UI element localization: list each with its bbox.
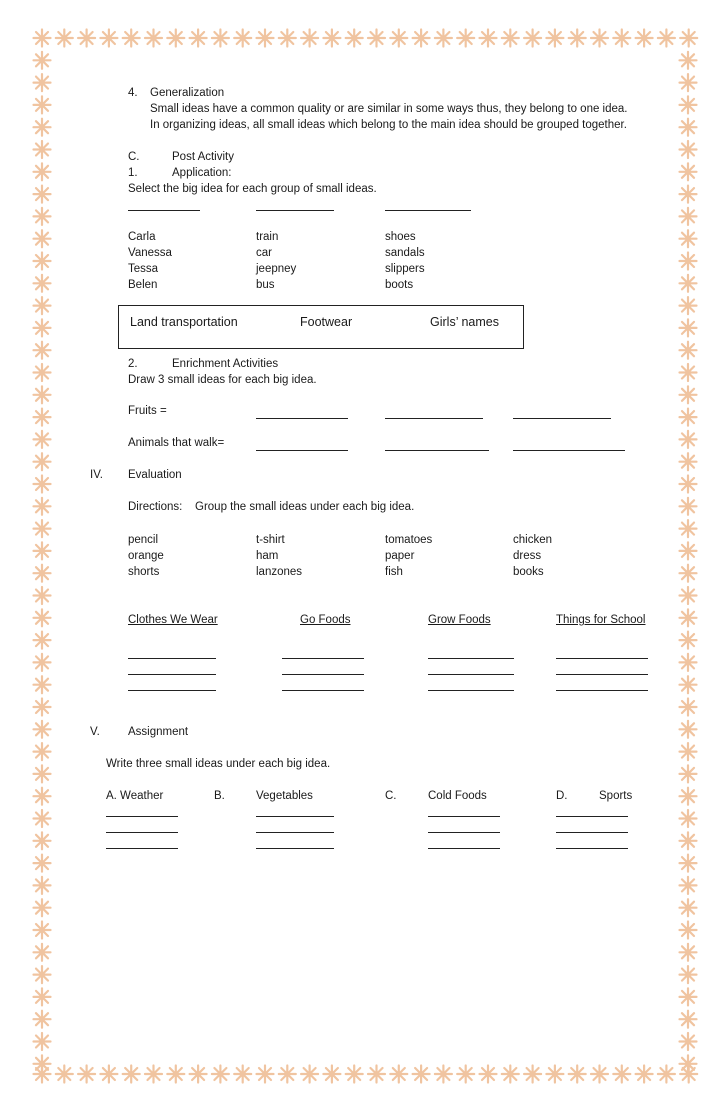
evaluation-item: paper — [385, 550, 415, 562]
transport-item: train — [256, 231, 279, 243]
border-flower — [34, 609, 51, 626]
assignment-cold-foods: Cold Foods — [428, 790, 487, 802]
border-flower — [34, 431, 51, 448]
answer-line — [556, 848, 628, 849]
girls-name-item: Tessa — [128, 263, 159, 275]
category-things-for-school: Things for School — [556, 614, 646, 626]
girls-name-item: Vanessa — [128, 247, 172, 259]
border-flower — [34, 141, 51, 158]
application-number: 1. — [128, 167, 138, 179]
border-flower — [524, 1066, 541, 1083]
border-flower — [502, 1066, 519, 1083]
border-flower — [390, 30, 407, 47]
enrichment-number: 2. — [128, 358, 138, 370]
border-flower — [167, 30, 184, 47]
border-flower — [658, 1066, 675, 1083]
border-flower — [56, 30, 73, 47]
border-flower — [680, 699, 697, 716]
footwear-item: slippers — [385, 263, 425, 275]
answer-line — [556, 816, 628, 817]
border-flower — [680, 899, 697, 916]
border-flower — [680, 877, 697, 894]
evaluation-item: lanzones — [256, 566, 303, 578]
footwear-item: boots — [385, 279, 414, 291]
border-flower — [34, 409, 51, 426]
choice-footwear: Footwear — [300, 315, 353, 329]
transport-item: bus — [256, 279, 275, 291]
border-flower — [34, 364, 51, 381]
border-flower — [680, 342, 697, 359]
answer-line — [256, 210, 334, 211]
answer-line — [513, 450, 625, 451]
answer-line — [428, 816, 500, 817]
border-flower — [34, 988, 51, 1005]
border-flower — [413, 1066, 430, 1083]
border-flower — [34, 52, 51, 69]
girls-name-item: Carla — [128, 231, 156, 243]
generalization-title: Generalization — [150, 87, 225, 99]
border-flower — [34, 30, 51, 47]
border-flower — [34, 721, 51, 738]
evaluation-item: chicken — [513, 534, 552, 546]
border-flower — [34, 342, 51, 359]
border-flower — [680, 743, 697, 760]
border-flower — [680, 163, 697, 180]
evaluation-item: orange — [128, 550, 164, 562]
border-flower — [34, 632, 51, 649]
border-flower — [569, 30, 586, 47]
border-flower — [680, 275, 697, 292]
border-flower — [613, 30, 630, 47]
border-flower — [680, 476, 697, 493]
border-flower — [680, 721, 697, 738]
border-flower — [680, 654, 697, 671]
border-flower — [680, 855, 697, 872]
answer-line — [385, 210, 471, 211]
border-flower — [34, 253, 51, 270]
border-flower — [680, 520, 697, 537]
border-flower — [480, 30, 497, 47]
evaluation-item: pencil — [128, 534, 159, 546]
border-flower — [34, 297, 51, 314]
border-flower — [680, 319, 697, 336]
border-flower — [34, 1033, 51, 1050]
category-clothes-we-wear: Clothes We Wear — [128, 614, 218, 626]
answer-line — [256, 848, 334, 849]
post-activity-title: Post Activity — [172, 151, 234, 163]
answer-line — [128, 674, 216, 675]
border-flower — [34, 699, 51, 716]
transport-item: car — [256, 247, 272, 259]
animals-label: Animals that walk= — [128, 437, 225, 449]
border-flower — [279, 30, 296, 47]
border-flower — [636, 1066, 653, 1083]
answer-line — [385, 418, 483, 419]
evaluation-numeral: IV. — [90, 469, 104, 481]
generalization-number: 4. — [128, 87, 138, 99]
answer-line — [556, 674, 648, 675]
answer-line — [256, 816, 334, 817]
enrichment-title: Enrichment Activities — [172, 358, 279, 370]
border-flower — [34, 832, 51, 849]
border-flower — [167, 1066, 184, 1083]
border-flower — [680, 208, 697, 225]
border-flower — [34, 587, 51, 604]
border-flower — [546, 30, 563, 47]
border-flower — [190, 1066, 207, 1083]
answer-line — [428, 690, 514, 691]
assignment-numeral: V. — [90, 726, 100, 738]
border-flower — [368, 1066, 385, 1083]
answer-line — [256, 450, 348, 451]
assignment-d-letter: D. — [556, 790, 568, 802]
border-flower — [100, 1066, 117, 1083]
border-flower — [524, 30, 541, 47]
answer-line — [428, 658, 514, 659]
border-flower — [680, 587, 697, 604]
directions-text: Group the small ideas under each big idea. — [195, 501, 415, 513]
answer-line — [385, 450, 489, 451]
border-flower — [301, 1066, 318, 1083]
border-flower — [212, 1066, 229, 1083]
border-flower — [680, 297, 697, 314]
border-flower — [78, 30, 95, 47]
assignment-b-letter: B. — [214, 790, 225, 802]
application-instruction: Select the big idea for each group of small ideas. — [128, 183, 377, 195]
border-flower — [34, 275, 51, 292]
generalization-line1: Small ideas have a common quality or are similar in some ways thus, they belong to one idea. — [150, 103, 628, 115]
border-flower — [145, 30, 162, 47]
border-flower — [257, 30, 274, 47]
border-flower — [591, 30, 608, 47]
assignment-weather: A. Weather — [106, 790, 164, 802]
border-flower — [34, 163, 51, 180]
border-flower — [368, 30, 385, 47]
answer-line — [128, 658, 216, 659]
border-flower — [301, 30, 318, 47]
border-flower — [680, 230, 697, 247]
border-flower — [100, 30, 117, 47]
assignment-title: Assignment — [128, 726, 189, 738]
border-flower — [34, 520, 51, 537]
border-flower — [680, 386, 697, 403]
border-flower — [34, 476, 51, 493]
border-flower — [212, 30, 229, 47]
answer-line — [128, 210, 200, 211]
border-flower — [34, 1055, 51, 1072]
border-flower — [680, 542, 697, 559]
evaluation-item: dress — [513, 550, 542, 562]
border-flower — [680, 431, 697, 448]
border-flower — [34, 96, 51, 113]
border-flower — [680, 30, 697, 47]
border-flower — [435, 30, 452, 47]
generalization-line2: In organizing ideas, all small ideas which belong to the main idea should be grouped together. — [150, 119, 627, 131]
border-flower — [680, 565, 697, 582]
border-flower — [680, 944, 697, 961]
evaluation-item: books — [513, 566, 544, 578]
border-flower — [56, 1066, 73, 1083]
answer-line — [256, 832, 334, 833]
border-flower — [34, 386, 51, 403]
border-flower — [34, 855, 51, 872]
border-flower — [34, 230, 51, 247]
border-flower — [346, 1066, 363, 1083]
border-flower — [34, 743, 51, 760]
border-flower — [680, 364, 697, 381]
application-title: Application: — [172, 167, 232, 179]
answer-line — [106, 848, 178, 849]
border-flower — [457, 30, 474, 47]
border-flower — [34, 788, 51, 805]
answer-line — [106, 816, 178, 817]
border-flower — [636, 30, 653, 47]
border-flower — [190, 30, 207, 47]
answer-line — [513, 418, 611, 419]
border-flower — [680, 765, 697, 782]
border-flower — [680, 810, 697, 827]
answer-line — [556, 690, 648, 691]
answer-line — [428, 848, 500, 849]
border-flower — [680, 676, 697, 693]
border-flower — [680, 52, 697, 69]
border-flower — [34, 542, 51, 559]
border-flower — [680, 141, 697, 158]
answer-line — [428, 832, 500, 833]
footwear-item: sandals — [385, 247, 425, 259]
border-flower — [279, 1066, 296, 1083]
border-flower — [680, 788, 697, 805]
border-flower — [34, 319, 51, 336]
border-flower — [680, 609, 697, 626]
border-flower — [390, 1066, 407, 1083]
border-flower — [680, 632, 697, 649]
answer-line — [282, 674, 364, 675]
assignment-sports: Sports — [599, 790, 633, 802]
border-flower — [435, 1066, 452, 1083]
answer-line — [428, 674, 514, 675]
border-flower — [613, 1066, 630, 1083]
border-flower — [680, 498, 697, 515]
assignment-instruction: Write three small ideas under each big idea. — [106, 758, 331, 770]
border-flower — [123, 30, 140, 47]
border-flower — [680, 74, 697, 91]
border-flower — [145, 1066, 162, 1083]
border-flower — [680, 453, 697, 470]
border-flower — [34, 119, 51, 136]
answer-line — [282, 690, 364, 691]
evaluation-item: ham — [256, 550, 279, 562]
border-flower — [502, 30, 519, 47]
border-flower — [34, 877, 51, 894]
assignment-vegetables: Vegetables — [256, 790, 313, 802]
evaluation-item: t-shirt — [256, 534, 285, 546]
border-flower — [680, 1011, 697, 1028]
border-flower — [546, 1066, 563, 1083]
border-flower — [680, 253, 697, 270]
answer-line — [128, 690, 216, 691]
border-flower — [34, 498, 51, 515]
border-flower — [413, 30, 430, 47]
border-flower — [34, 765, 51, 782]
border-flower — [34, 565, 51, 582]
evaluation-item: shorts — [128, 566, 160, 578]
border-flower — [78, 1066, 95, 1083]
border-flower — [680, 988, 697, 1005]
border-flower — [34, 944, 51, 961]
border-flower — [234, 1066, 251, 1083]
border-flower — [34, 899, 51, 916]
border-flower — [680, 1033, 697, 1050]
category-go-foods: Go Foods — [300, 614, 351, 626]
fruits-label: Fruits = — [128, 405, 167, 417]
choice-girls-names: Girls’ names — [430, 315, 499, 329]
border-flower — [680, 409, 697, 426]
border-flower — [34, 654, 51, 671]
girls-name-item: Belen — [128, 279, 158, 291]
transport-item: jeepney — [256, 263, 297, 275]
category-grow-foods: Grow Foods — [428, 614, 491, 626]
border-flower — [34, 676, 51, 693]
answer-line — [282, 658, 364, 659]
border-flower — [34, 74, 51, 91]
border-flower — [34, 186, 51, 203]
enrichment-instruction: Draw 3 small ideas for each big idea. — [128, 374, 317, 386]
border-flower — [34, 810, 51, 827]
border-flower — [658, 30, 675, 47]
border-flower — [569, 1066, 586, 1083]
border-flower — [680, 966, 697, 983]
answer-line — [256, 418, 348, 419]
assignment-c-letter: C. — [385, 790, 397, 802]
border-flower — [34, 1011, 51, 1028]
post-activity-letter: C. — [128, 151, 140, 163]
border-flower — [323, 1066, 340, 1083]
border-flower — [480, 1066, 497, 1083]
border-flower — [346, 30, 363, 47]
border-flower — [34, 966, 51, 983]
border-flower — [680, 186, 697, 203]
border-flower — [680, 119, 697, 136]
evaluation-item: fish — [385, 566, 403, 578]
choice-land-transportation: Land transportation — [130, 315, 238, 329]
border-flower — [323, 30, 340, 47]
border-flower — [457, 1066, 474, 1083]
border-flower — [34, 922, 51, 939]
border-flower — [680, 96, 697, 113]
border-flower — [680, 832, 697, 849]
border-flower — [257, 1066, 274, 1083]
answer-line — [556, 832, 628, 833]
border-flower — [234, 30, 251, 47]
border-flower — [123, 1066, 140, 1083]
evaluation-title: Evaluation — [128, 469, 182, 481]
border-flower — [34, 208, 51, 225]
border-flower — [591, 1066, 608, 1083]
answer-line — [106, 832, 178, 833]
answer-line — [556, 658, 648, 659]
directions-label: Directions: — [128, 501, 183, 513]
footwear-item: shoes — [385, 231, 416, 243]
border-flower — [680, 1055, 697, 1072]
evaluation-item: tomatoes — [385, 534, 433, 546]
border-flower — [680, 922, 697, 939]
border-flower — [34, 453, 51, 470]
